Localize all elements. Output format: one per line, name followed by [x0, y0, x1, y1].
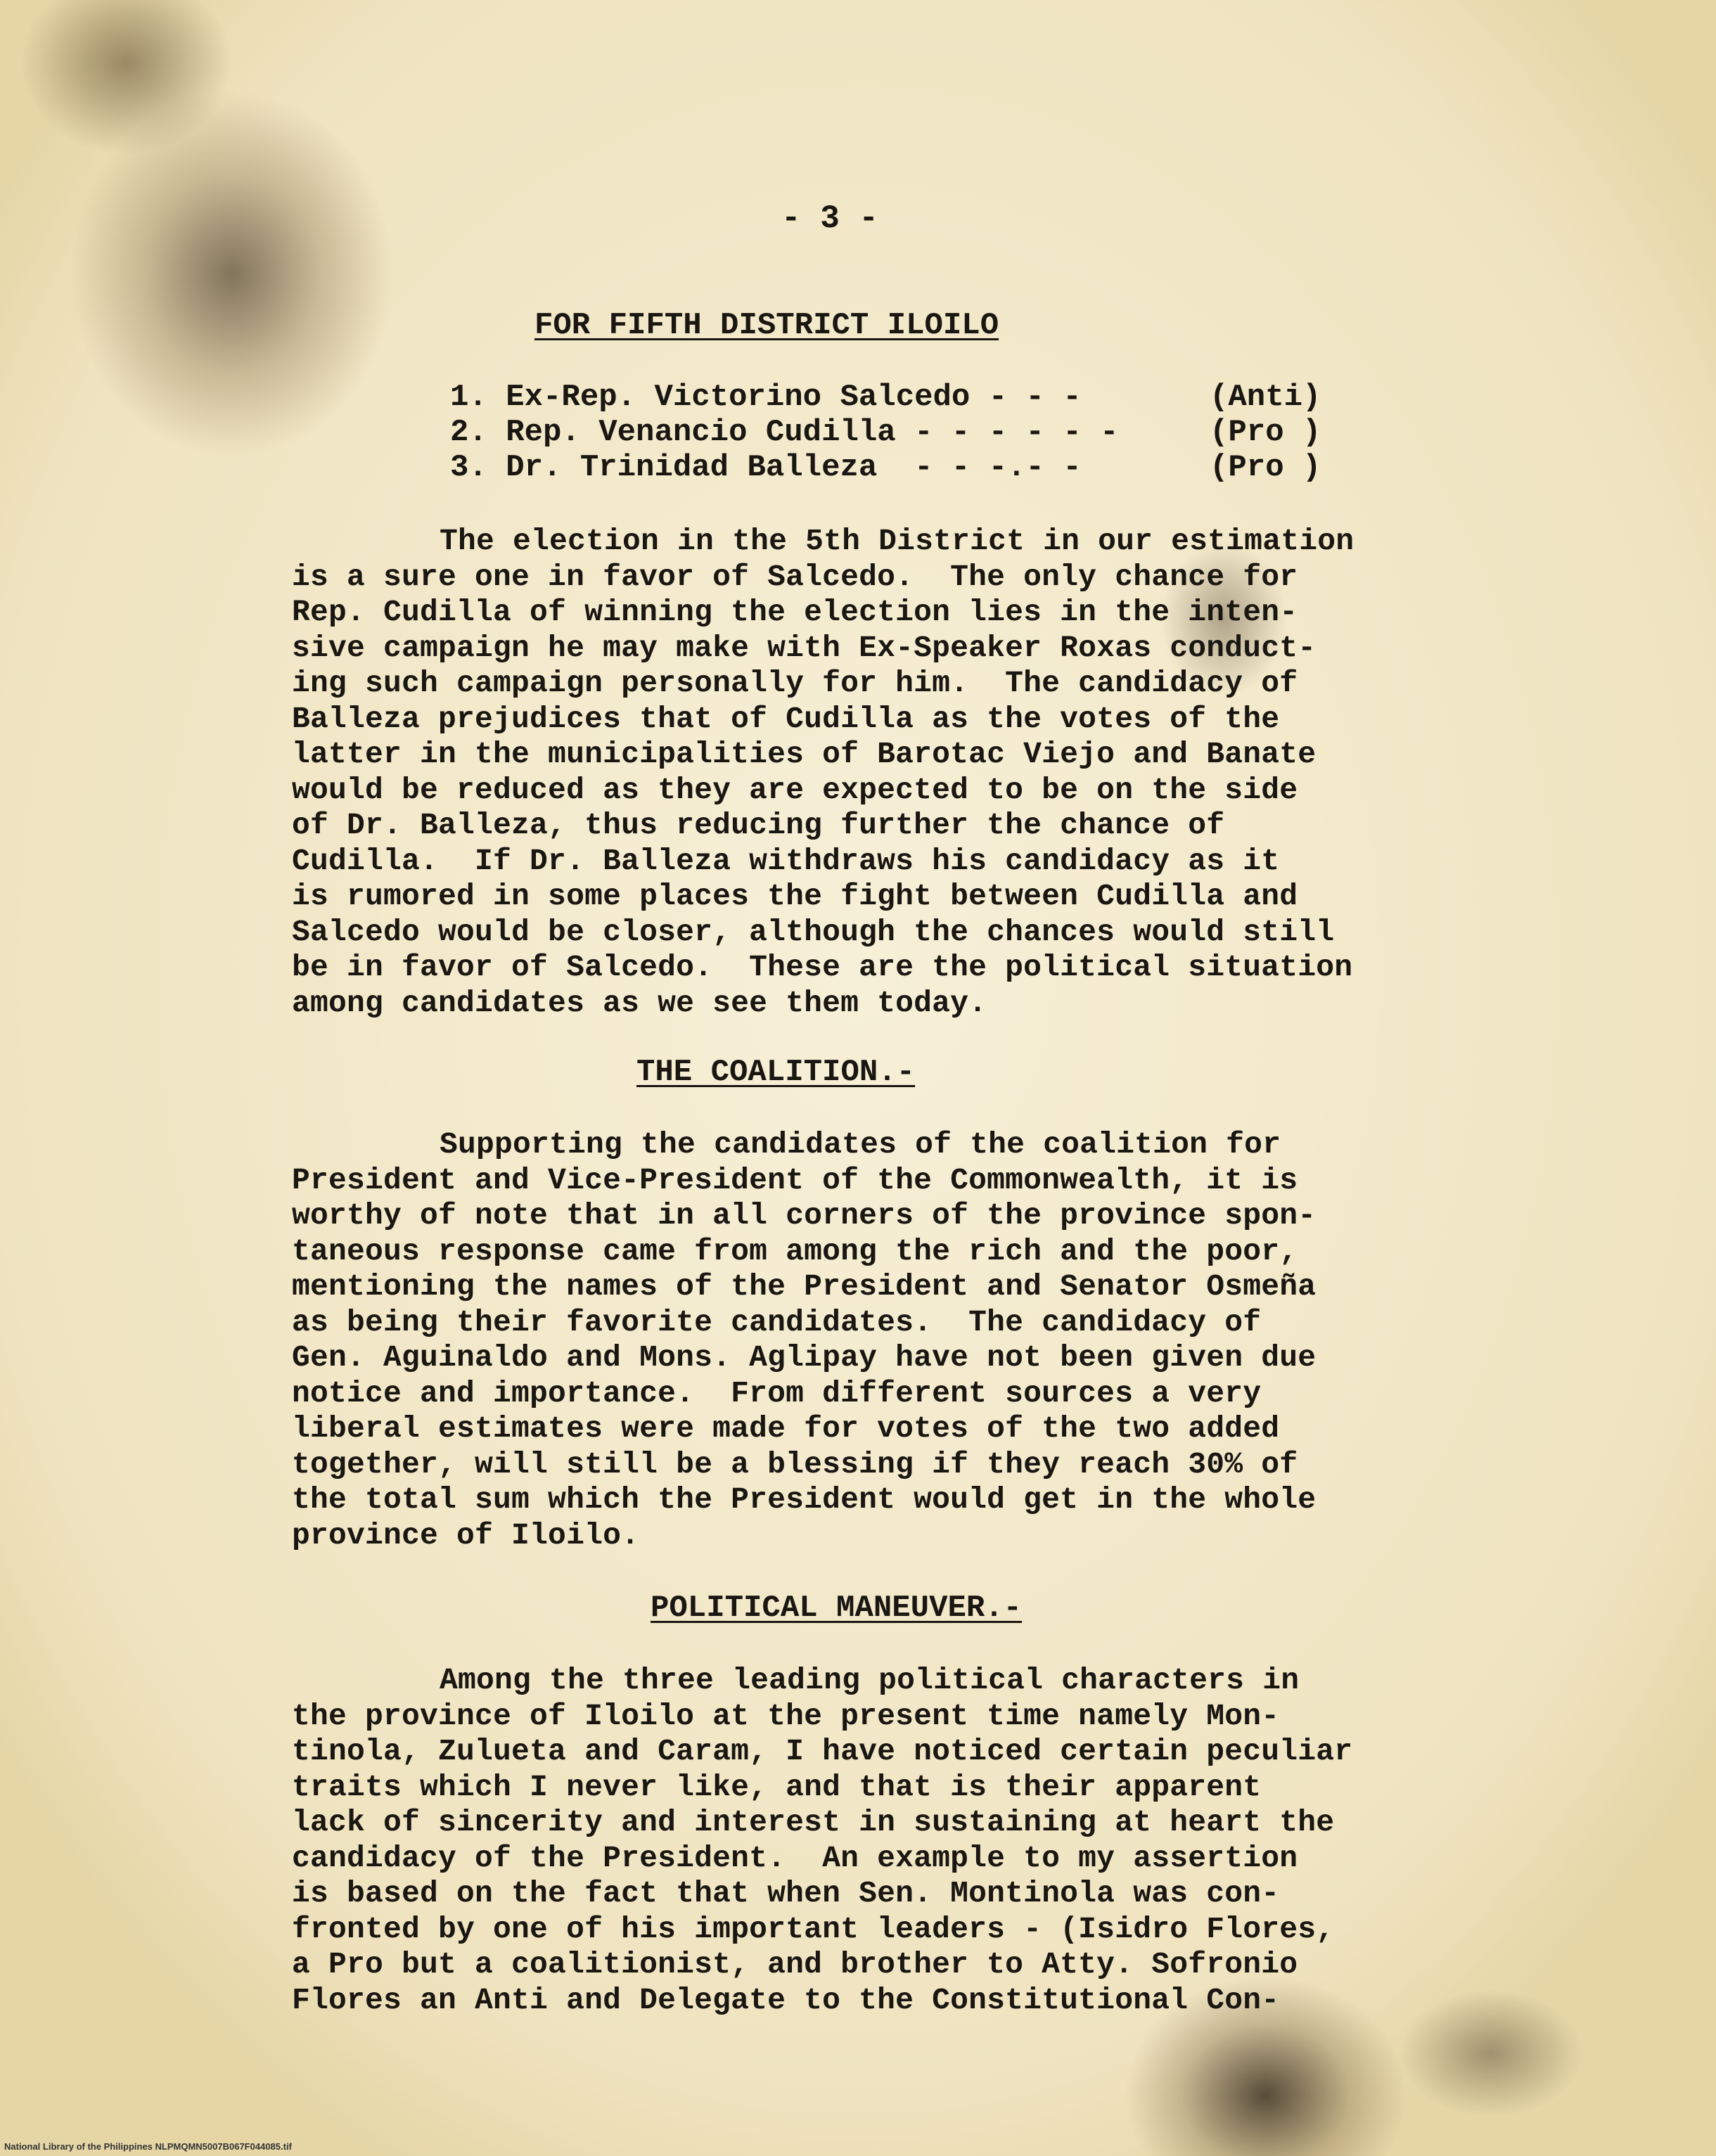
text-line: liberal estimates were made for votes of the two added: [292, 1411, 1280, 1446]
text-line: President and Vice-President of the Commonwealth, it is: [292, 1162, 1298, 1198]
text-line: worthy of note that in all corners of the province spon-: [292, 1198, 1317, 1233]
candidate-name: 2. Rep. Venancio Cudilla - - - - - -: [450, 415, 1119, 450]
text-line: of Dr. Balleza, thus reducing further the chance of: [292, 808, 1225, 842]
candidate-list: [450, 380, 1321, 485]
text-line: notice and importance. From different sources a very: [292, 1375, 1262, 1411]
text-line: tinola, Zulueta and Caram, I have noticed certain peculiar: [292, 1734, 1353, 1769]
text-line: fronted by one of his important leaders - (Isidro Flores,: [292, 1911, 1335, 1946]
text-line: Rep. Cudilla of winning the election lies in the inten-: [292, 595, 1298, 629]
paragraph-coalition: [292, 1127, 1558, 1553]
text-line: a Pro but a coalitionist, and brother to Atty. Sofronio: [292, 1947, 1298, 1982]
text-line: Supporting the candidates of the coalition for: [440, 1127, 1281, 1162]
text-line: the total sum which the President would get in the whole: [292, 1482, 1317, 1517]
text-line: Flores an Anti and Delegate to the Constitutional Con-: [292, 1982, 1280, 2017]
text-line: Among the three leading political characters in: [440, 1663, 1300, 1698]
text-line: is rumored in some places the fight between Cudilla and: [292, 879, 1298, 913]
text-line: sive campaign he may make with Ex-Speaker Roxas conduct-: [292, 630, 1317, 665]
heading-fifth-district: FOR FIFTH DISTRICT ILOILO: [534, 308, 999, 343]
text-line: Balleza prejudices that of Cudilla as the votes of the: [292, 701, 1280, 736]
text-line: latter in the municipalities of Barotac Viejo and Banate: [292, 737, 1317, 771]
text-line: traits which I never like, and that is their apparent: [292, 1769, 1262, 1804]
text-line: is a sure one in favor of Salcedo. The only chance for: [292, 559, 1298, 594]
text-line: province of Iloilo.: [292, 1517, 640, 1553]
text-line: Salcedo would be closer, although the chances would still: [292, 914, 1335, 949]
candidate-affiliation: (Anti): [1210, 380, 1321, 415]
text-line: ing such campaign personally for him. The candidacy of: [292, 666, 1298, 700]
archive-footer: National Library of the Philippines NLPMQMN5007B067F044085.tif: [4, 2141, 292, 2152]
text-line: candidacy of the President. An example to my assertion: [292, 1840, 1298, 1875]
text-line: The election in the 5th District in our estimation: [440, 524, 1355, 558]
text-line: be in favor of Salcedo. These are the political situation: [292, 950, 1353, 984]
text-line: mentioning the names of the President and Senator Osmeña: [292, 1269, 1317, 1304]
candidate-name: 1. Ex-Rep. Victorino Salcedo - - -: [450, 380, 1082, 415]
candidate-row: [450, 380, 1321, 415]
text-line: Cudilla. If Dr. Balleza withdraws his candidacy as it: [292, 843, 1280, 878]
text-line: lack of sincerity and interest in sustaining at heart the: [292, 1805, 1335, 1840]
text-line: Gen. Aguinaldo and Mons. Aglipay have not been given due: [292, 1340, 1317, 1375]
candidate-affiliation: (Pro ): [1210, 450, 1321, 485]
text-line: among candidates as we see them today.: [292, 985, 987, 1020]
text-line: together, will still be a blessing if they reach 30% of: [292, 1446, 1298, 1482]
candidate-affiliation: (Pro ): [1210, 415, 1321, 450]
page-number: - 3 -: [781, 200, 879, 237]
text-line: the province of Iloilo at the present time namely Mon-: [292, 1698, 1280, 1733]
text-line: would be reduced as they are expected to be on the side: [292, 772, 1298, 807]
candidate-row: [450, 415, 1321, 450]
paragraph-fifth-district: [292, 524, 1558, 1021]
text-line: is based on the fact that when Sen. Montinola was con-: [292, 1876, 1280, 1911]
text-line: taneous response came from among the rich and the poor,: [292, 1233, 1298, 1269]
heading-political-maneuver: POLITICAL MANEUVER.-: [651, 1591, 1023, 1626]
paragraph-political-maneuver: [292, 1663, 1558, 2018]
text-line: as being their favorite candidates. The candidacy of: [292, 1304, 1262, 1340]
candidate-row: [450, 450, 1321, 485]
candidate-name: 3. Dr. Trinidad Balleza - - -.- -: [450, 450, 1082, 485]
heading-coalition: THE COALITION.-: [636, 1055, 916, 1090]
